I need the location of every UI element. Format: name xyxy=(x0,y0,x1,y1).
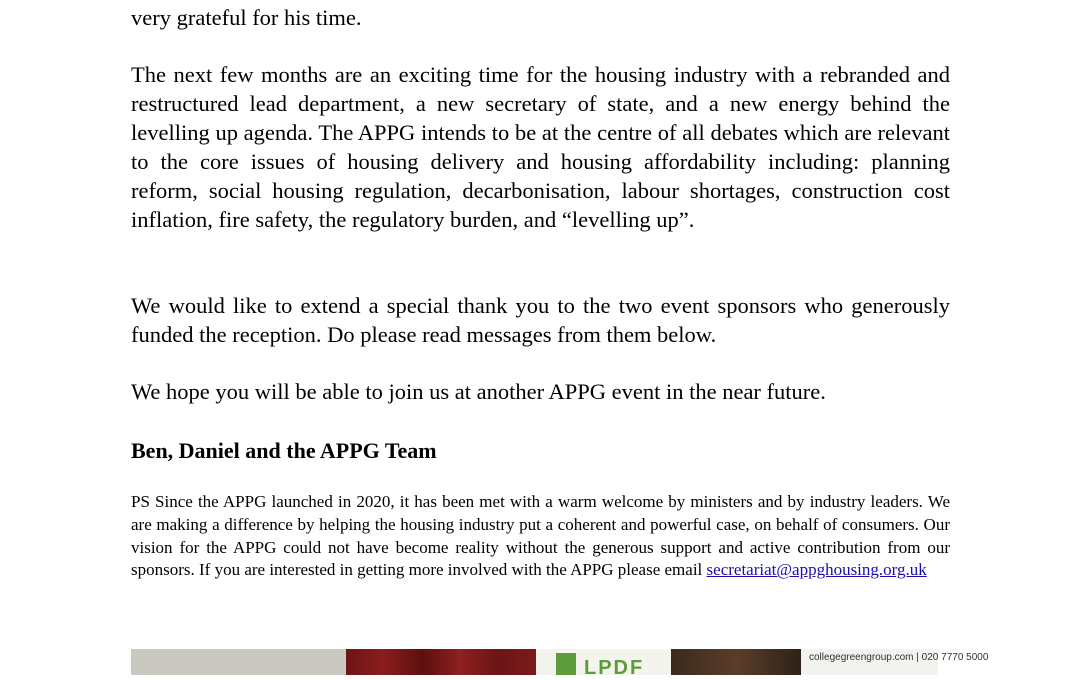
photo-curtain xyxy=(346,649,536,675)
house-logo-icon xyxy=(556,653,576,675)
paragraph-future-events: We hope you will be able to join us at another APPG event in the near future. xyxy=(131,379,826,404)
sponsor-banner xyxy=(536,649,671,679)
photo-wall xyxy=(131,649,346,675)
email-link[interactable]: secretariat@appghousing.org.uk xyxy=(706,560,927,580)
photo-backdrop xyxy=(671,649,801,675)
banner-logo-text: LPDF xyxy=(584,657,645,679)
event-photo xyxy=(131,649,989,679)
sponsor-banner-2 xyxy=(801,649,989,675)
paragraph-sponsor-thanks: We would like to extend a special thank you to the two event sponsors who generously funded the reception. Do please read messages from them below. xyxy=(131,293,950,347)
banner-2-text: collegegreengroup.com | 020 7770 5000 xyxy=(809,652,989,663)
signoff: Ben, Daniel and the APPG Team xyxy=(131,438,437,463)
postscript xyxy=(131,491,950,582)
paragraph-fragment: very grateful for his time. xyxy=(131,5,362,30)
postscript-text: PS Since the APPG launched in 2020, it has been met with a warm welcome by ministers and by industry leaders. We are making a difference by helping the housing industry put a coherent and powerful case, on behalf of consumers. Our vision for the APPG could not have become reality without the generous support and active contribution from our sponsors. If you are interested in getting more involved with the APPG please email xyxy=(131,492,950,580)
paragraph-housing-outlook: The next few months are an exciting time for the housing industry with a rebranded and restructured lead department, a new secretary of state, and a new energy behind the levelling up agenda. The APPG intends to be at the centre of all debates which are relevant to the core issues of housing delivery and housing affordability including: planning reform, social housing regulation, decarbonisation, labour shortages, construction cost inflation, fire safety, the regulatory burden, and “levelling up”. xyxy=(131,62,950,232)
